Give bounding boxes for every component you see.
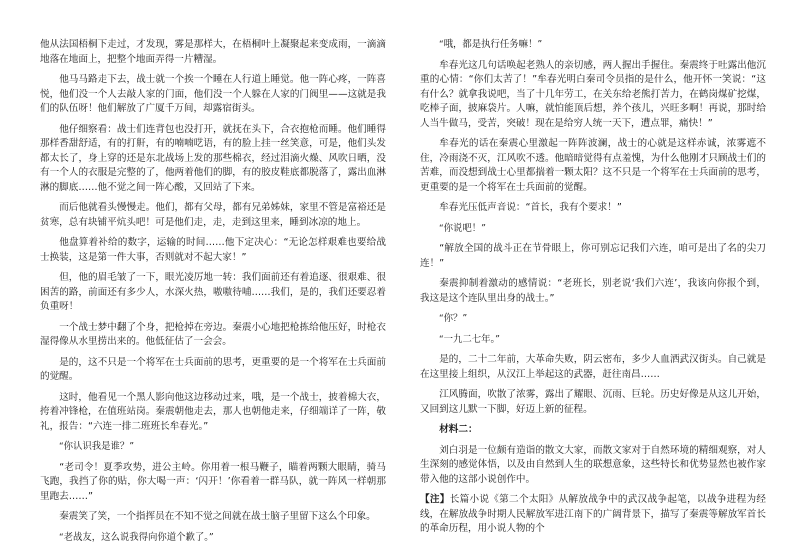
dialogue-line: “哦，都是执行任务嘛！” [438,39,543,50]
dialogue-line: “你说吧！” [438,222,486,234]
paragraph: “老司令！夏季攻势，进公主岭。你用着一根马鞭子，瞄着两颗大眼睛，骑马飞跑，我挡了你的贴，你大喝一声：‘闪开！’你看着一群马队，就一阵风一样朝那里跑去……” [40,461,386,502]
paragraph: 牟春光压低声音说：“首长，我有个要求！” [439,202,622,213]
paragraph: 刘白羽是一位颇有造诣的散文大家，而散文家对于自然环境的精细观察，对人生深刻的感觉体悟，以及由自然到人生的联想意象，这些特长和优势显然也被作家带入他的这部小说创作中。 [420,444,766,485]
left-column [40,38,386,551]
right-column [420,38,766,543]
dialogue-line: “老战友，这么说我得向你道个歉了。” [58,531,214,543]
footnote [420,493,766,537]
paragraph: 牟春光的话在秦震心里激起一阵阵波澜，战士的心就是这样赤诚，浓雾遮不住，冷雨浇不灭，江风吹不透。他暗暗觉得有点羞愧，为什么他刚才只顾战士们的苦难，而没想到战士心里都揣着一颗太阳？这不只是一个将军在士兵面前的思考，更重要的是一个将军在士兵面前的觉醒。 [420,138,766,193]
footnote-text: 长篇小说《第二个太阳》从解放战争中的武汉战争起笔，以战争进程为经线，在解放战争时期人民解放军进江南下的广阔背景下，描写了秦震等解放军首长的革命历程，用小说人物的个 [420,494,767,534]
paragraph: 但，他的眉毛皱了一下，眼光凌厉地一转：我们面前还有着追逐、很艰难、很困苦的路，前面还有多少人，水深火热，嗷嗷待哺……我们，是的，我们还要忍着负重呀！ [40,272,386,312]
paragraph: 而后他就看头慢慢走。他们，都有父母，都有兄弟姊妹，家里不管是富裕还是贫寒，总有块铺平炕头吧！可是他们走，走，走到这里来，睡到冰凉的地上。 [40,202,386,228]
paragraph: 他马马路走下去，战士就一个挨一个睡在人行道上睡觉。他一阵心疼，一阵喜悦，他们没一个人去敲人家的门面，他们没一个人躲在人家的门阀里——这就是我们的队伍呀！他们解放了广厦千万间，却露宿街头。 [40,74,386,114]
paragraph: 一个战士梦中翻了个身，把枪掉在旁边。秦震小心地把枪拣给他压好，时枪衣湿得像从水里捞出来的。他低征估了一会会。 [40,321,386,347]
footnote-tag: 【注】 [420,494,450,505]
paragraph: “解放全国的战斗正在节骨眼上，你可别忘记我们六连，咱可是出了名的尖刀连！” [420,243,766,269]
paragraph: 秦震抑制着激动的感情说：“老班长，别老说‘我们六连’，我该向你报个到，我这是这个连队里出身的战士。” [420,278,766,304]
paragraph: 秦震笑了笑，一个指挥员在不知不觉之间就在战士脑子里留下这么个印象。 [59,511,376,522]
paragraph: 江风腾面，吹散了浓雾，露出了耀眼、沉雨、巨轮。历史好像是从这儿开始，又回到这儿默一下脚，好迈上新的征程。 [420,389,766,415]
paragraph: 这时，他看见一个黑人影向他这边移动过来，哦，是一个战士，披着棉大衣，挎着冲锋枪，在值班站岗。秦震朝他走去，那人也朝他走来，仔细端详了一阵，敬礼，报告：“六连一排二班班长牟春光。” [40,391,386,432]
dialogue-line: “一九二七年。” [438,333,500,345]
paragraph: 牟春光这几句话唤起老熟人的亲切感，两人握出手握住。秦震终于吐露出他沉重的心情：“你们太苦了！”牟春光明白秦司令员指的是什么，他开怀一笑说：“这有什么？就拿我说吧，当了十几年劳工，在关东给老熊打苦力，在鹤岗煤矿挖煤，吃棒子面，披麻袋片。人嘛，就怕能顶后想，养个孩儿，兴旺多啊！再说，那时给人当牛做马，受苦，突破！现在是给穷人统一天下，遭点罪，痛快！” [420,59,766,129]
paragraph: 他仔细察看：战士们连背包也没打开，就抚在头下，合衣抱枪而睡。他们睡得那样香甜舒适，有的打鼾，有的喃喃呓语，有的脸上挂一丝笑意，可是，他们头发都太长了，身上穿的还是东北战场上发的那些棉衣，经过泪滴火燥、风吹日晒，没有一个人的衣服是完整的了，他两着他们的脚，有的胶皮鞋底都脱落了，露出血淋淋的脚底……他不觉之间一阵心酸，又回站了下来。 [40,123,386,193]
dialogue-line: “你？” [438,313,468,324]
paragraph: 他从法国梧桐下走过，才发现，雾是那样大，在梧桐叶上凝聚起来变成雨，一滴滴地落在地面上，把整个地面弄得一片糟湿。 [40,39,386,65]
section-heading: 材料二： [439,424,478,435]
paragraph: 是的，二十二年前，大革命失败，阴云密布，多少人血洒武汉街头。自己就是在这里接上组织，从汉江上举起这的武器，赶往南昌…… [420,354,766,380]
dialogue-line: “你认识我是谁？” [58,441,135,452]
paragraph: 他盘算着补给的数字，运输的时间……他下定决心：“无论怎样艰难也要给战士换装，这是第一件大事，否则就对不起大家！” [40,237,386,263]
paragraph: 是的，这不只是一个将军在士兵面前的思考，更重要的是一个将军在士兵面前的觉醒。 [40,356,386,382]
